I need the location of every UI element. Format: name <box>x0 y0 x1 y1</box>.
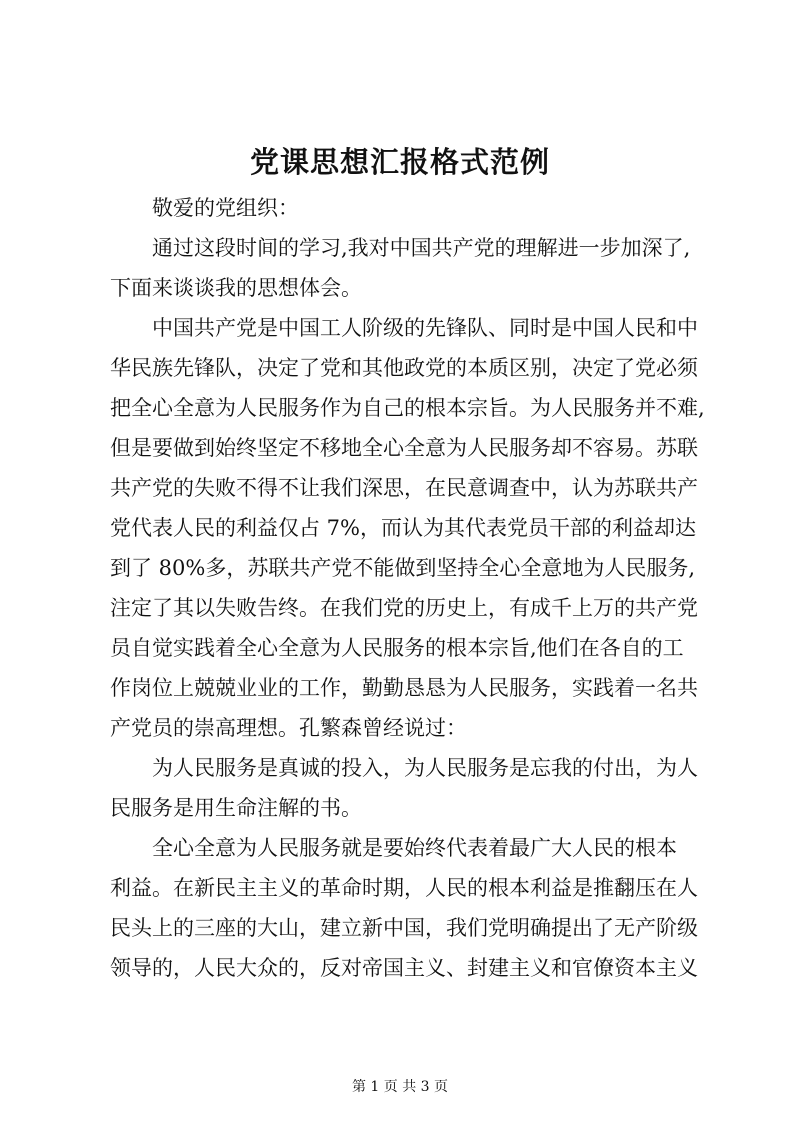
paragraph-line: 通过这段时间的学习,我对中国共产党的理解进一步加深了, <box>152 236 691 260</box>
paragraph-line: 党代表人民的利益仅占 7%，而认为其代表党员干部的利益却达 <box>110 516 696 540</box>
quote-line: 为人民服务是真诚的投入，为人民服务是忘我的付出，为人 <box>152 756 698 780</box>
quote-line: 民服务是用生命注解的书。 <box>110 796 362 820</box>
paragraph-line: 注定了其以失败告终。在我们党的历史上，有成千上万的共产党 <box>110 596 698 620</box>
paragraph-line: 作岗位上兢兢业业的工作，勤勤恳恳为人民服务，实践着一名共 <box>110 676 698 700</box>
salutation-line: 敬爱的党组织： <box>152 196 299 220</box>
paragraph-line: 员自觉实践着全心全意为人民服务的根本宗旨,他们在各自的工 <box>110 636 684 660</box>
paragraph-line: 产党员的崇高理想。孔繁森曾经说过： <box>110 716 467 740</box>
paragraph-line: 中国共产党是中国工人阶级的先锋队、同时是中国人民和中 <box>152 316 698 340</box>
paragraph-line: 华民族先锋队，决定了党和其他政党的本质区别，决定了党必须 <box>110 356 698 380</box>
paragraph-line: 共产党的失败不得不让我们深思，在民意调查中，认为苏联共产 <box>110 476 698 500</box>
paragraph-line: 下面来谈谈我的思想体会。 <box>110 276 362 300</box>
paragraph-line: 到了 80%多，苏联共产党不能做到坚持全心全意地为人民服务, <box>110 556 696 580</box>
paragraph-line: 利益。在新民主主义的革命时期，人民的根本利益是推翻压在人 <box>110 876 698 900</box>
paragraph-line: 全心全意为人民服务就是要始终代表着最广大人民的根本 <box>152 836 677 860</box>
paragraph-line: 民头上的三座的大山，建立新中国，我们党明确提出了无产阶级 <box>110 916 698 940</box>
paragraph-line: 领导的，人民大众的，反对帝国主义、封建主义和官僚资本主义 <box>110 956 698 980</box>
document-title: 党课思想汇报格式范例 <box>249 145 550 179</box>
document-body <box>110 188 705 988</box>
paragraph-line: 但是要做到始终坚定不移地全心全意为人民服务却不容易。苏联 <box>110 436 698 460</box>
page-footer: 第 1 页 共 3 页 <box>351 1079 449 1095</box>
paragraph-line: 把全心全意为人民服务作为自己的根本宗旨。为人民服务并不难, <box>110 396 705 420</box>
